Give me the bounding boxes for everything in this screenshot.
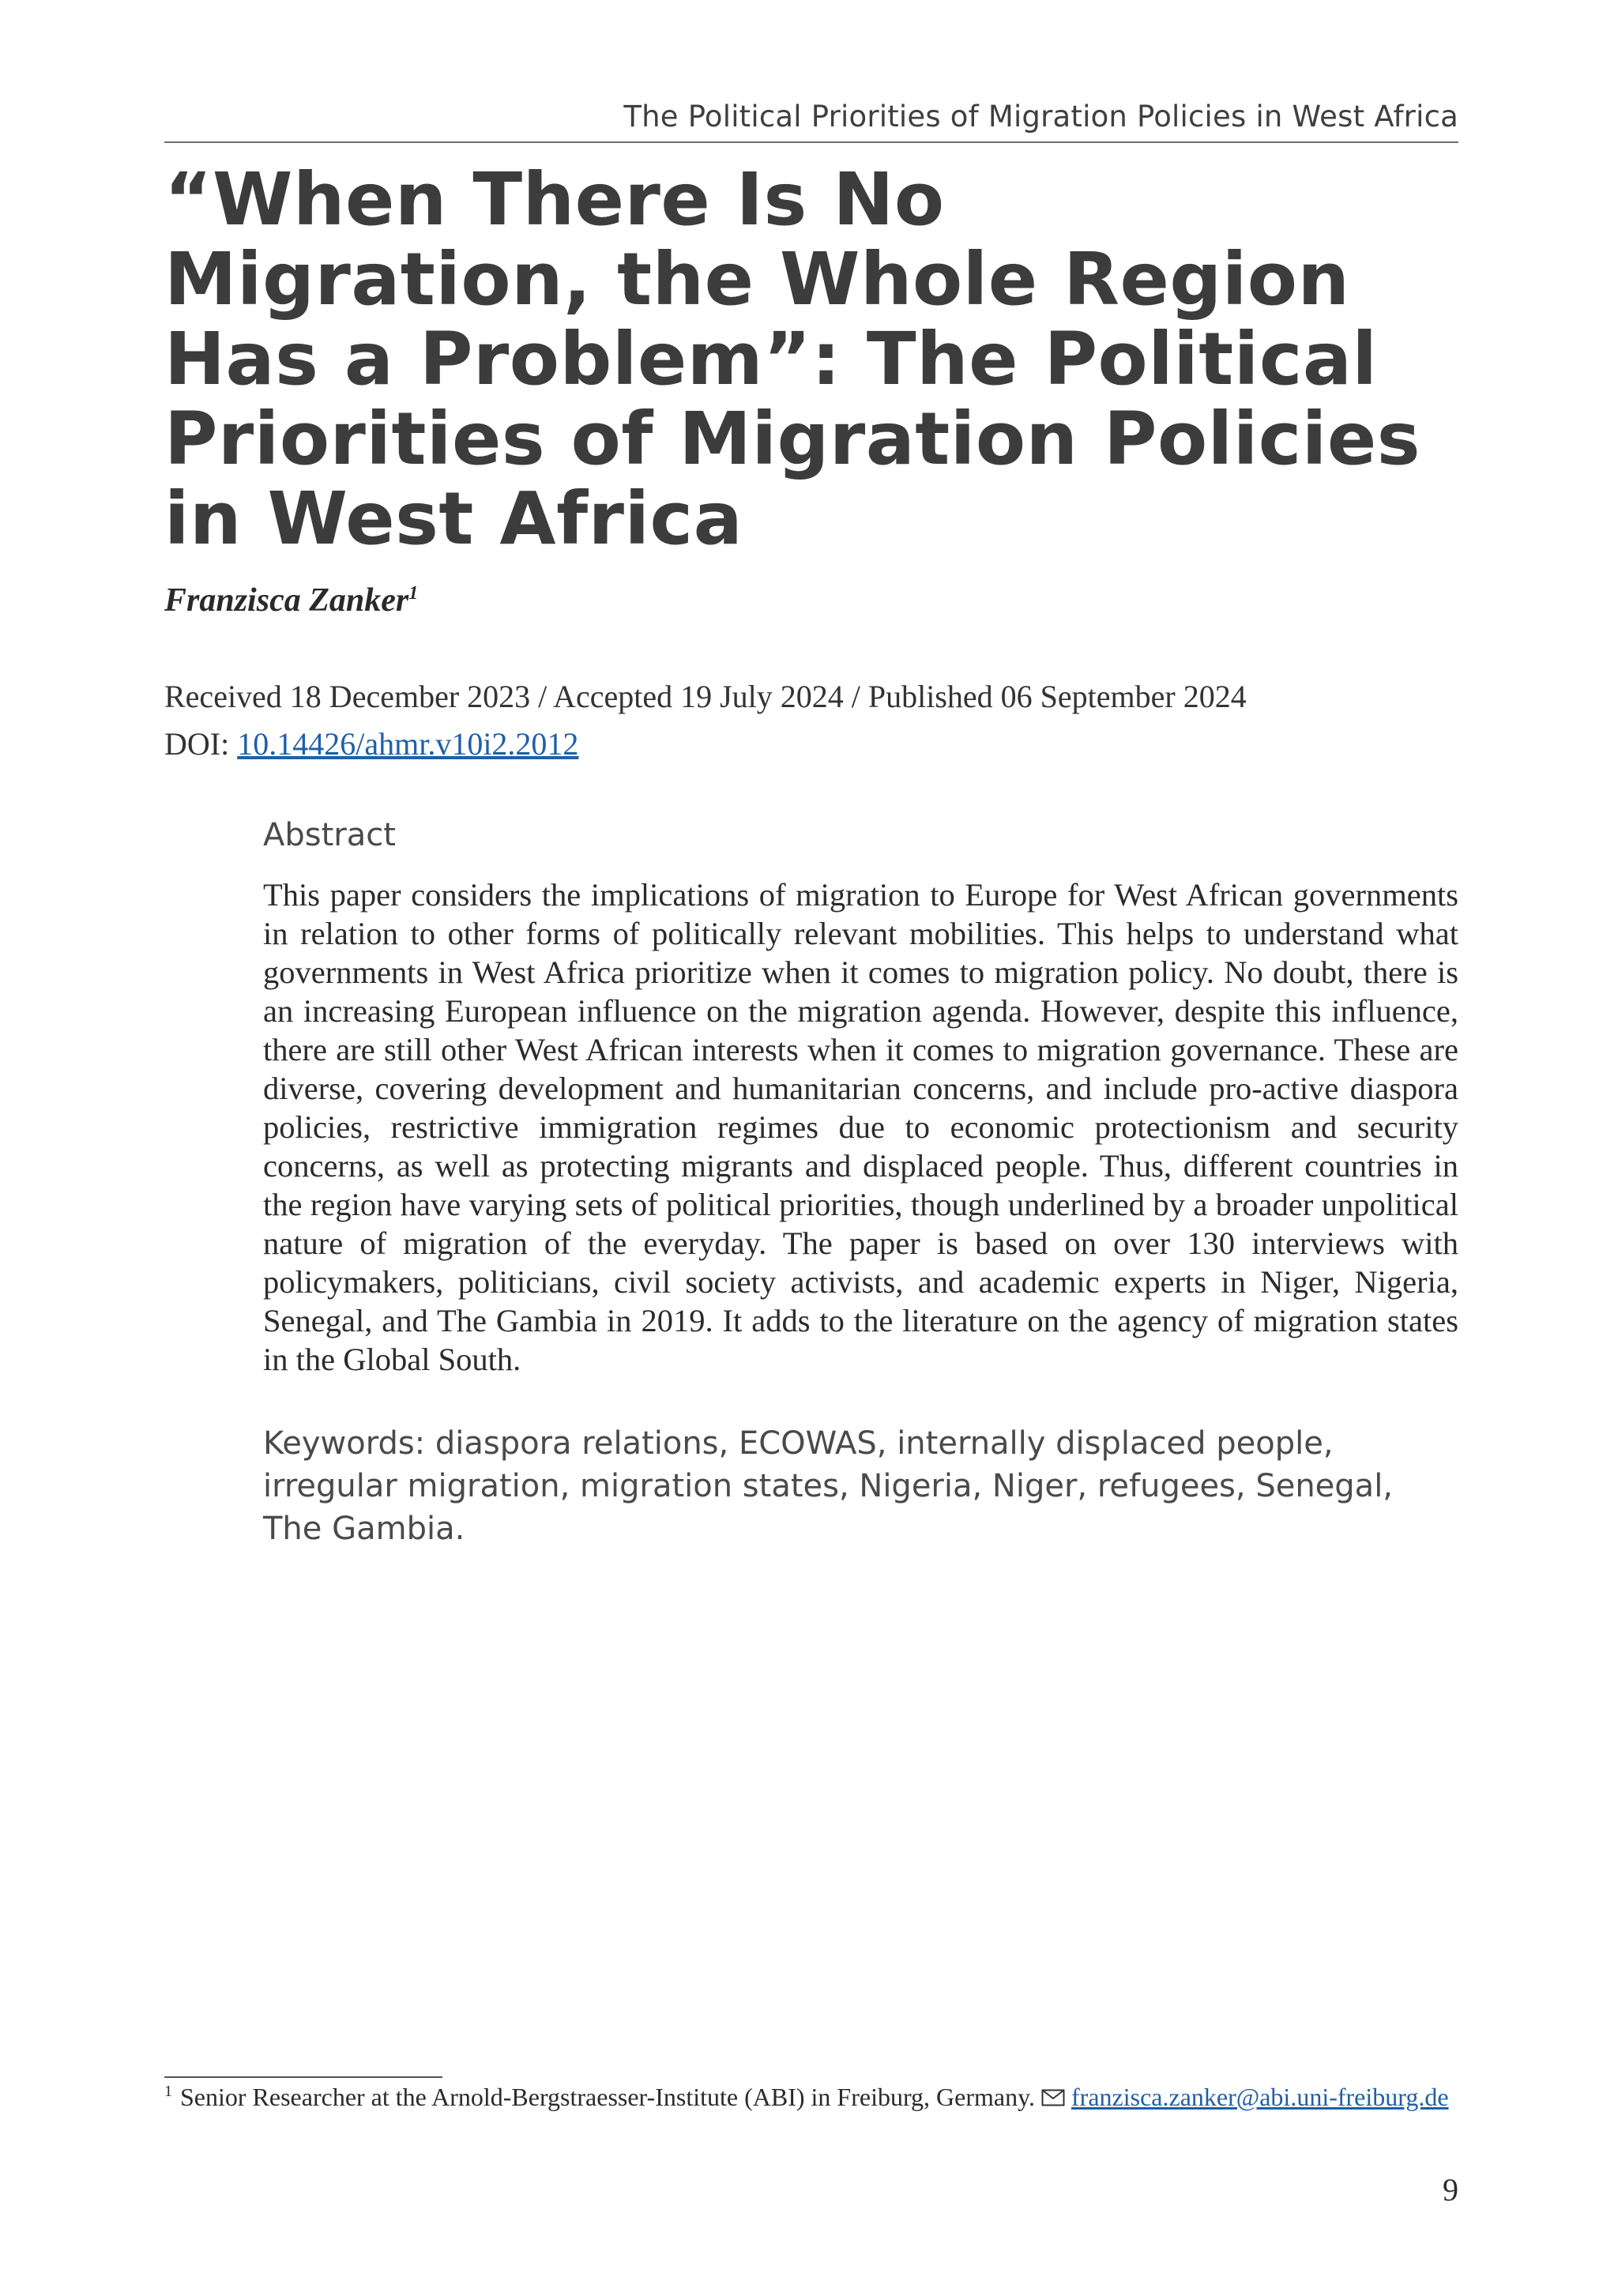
abstract-body: This paper considers the implications of migration to Europe for West African governments in relation to other forms of politically relevant mobilities. This helps to understand what governments in West Africa prioritize when it comes to migration policy. No doubt, there is an increasing European influence on the migration agenda. However, despite this influence, there are still other West African interests when it comes to migration governance. These are diverse, covering development and humanitarian concerns, and include pro-active diaspora policies, restrictive immigration regimes due to economic protectionism and security concerns, as well as protecting migrants and displaced people. Thus, different countries in the region have varying sets of political priorities, though underlined by a broader unpolitical nature of migration of the everyday. The paper is based on over 130 interviews with policymakers, politicians, civil society activists, and academic experts in Niger, Nigeria, Senegal, and The Gambia in 2019. It adds to the literature on the agency of migration states in the Global South. — [263, 877, 1458, 1377]
title-line: Priorities of Migration Policies — [164, 397, 1420, 481]
envelope-icon — [1041, 2081, 1065, 2115]
footnote-rule — [164, 2076, 442, 2078]
keywords: Keywords: diaspora relations, ECOWAS, internally displaced people, irregular migration, migration states, Nigeria, Niger, refugees, Senegal, The Gambia. — [263, 1425, 1394, 1547]
doi-label: DOI: — [164, 726, 238, 762]
footnote-text: Senior Researcher at the Arnold-Bergstraesser-Institute (ABI) in Freiburg, Germany. — [180, 2083, 1036, 2111]
title-line: “When There Is No — [164, 157, 945, 242]
footnote-marker: 1 — [164, 2083, 172, 2101]
email-link[interactable]: franzisca.zanker@abi.uni-freiburg.de — [1071, 2083, 1449, 2111]
publication-dates: Received 18 December 2023 / Accepted 19 July 2024 / Published 06 September 2024 — [164, 679, 1247, 714]
running-header: The Political Priorities of Migration Policies in West Africa — [623, 100, 1458, 134]
paper-title — [164, 157, 1428, 561]
doi-link[interactable]: 10.14426/ahmr.v10i2.2012 — [237, 726, 579, 762]
abstract-heading: Abstract — [263, 817, 396, 853]
author-name: Franzisca Zanker — [164, 582, 409, 619]
footnote — [164, 2080, 1458, 2118]
title-line: in West Africa — [164, 476, 743, 561]
author — [164, 579, 418, 622]
doi — [164, 722, 578, 766]
page-number: 9 — [1443, 2172, 1458, 2208]
header-rule — [164, 141, 1458, 143]
author-footnote-marker[interactable]: 1 — [408, 583, 419, 604]
title-line: Has a Problem”: The Political — [164, 317, 1378, 401]
title-line: Migration, the Whole Region — [164, 237, 1350, 322]
